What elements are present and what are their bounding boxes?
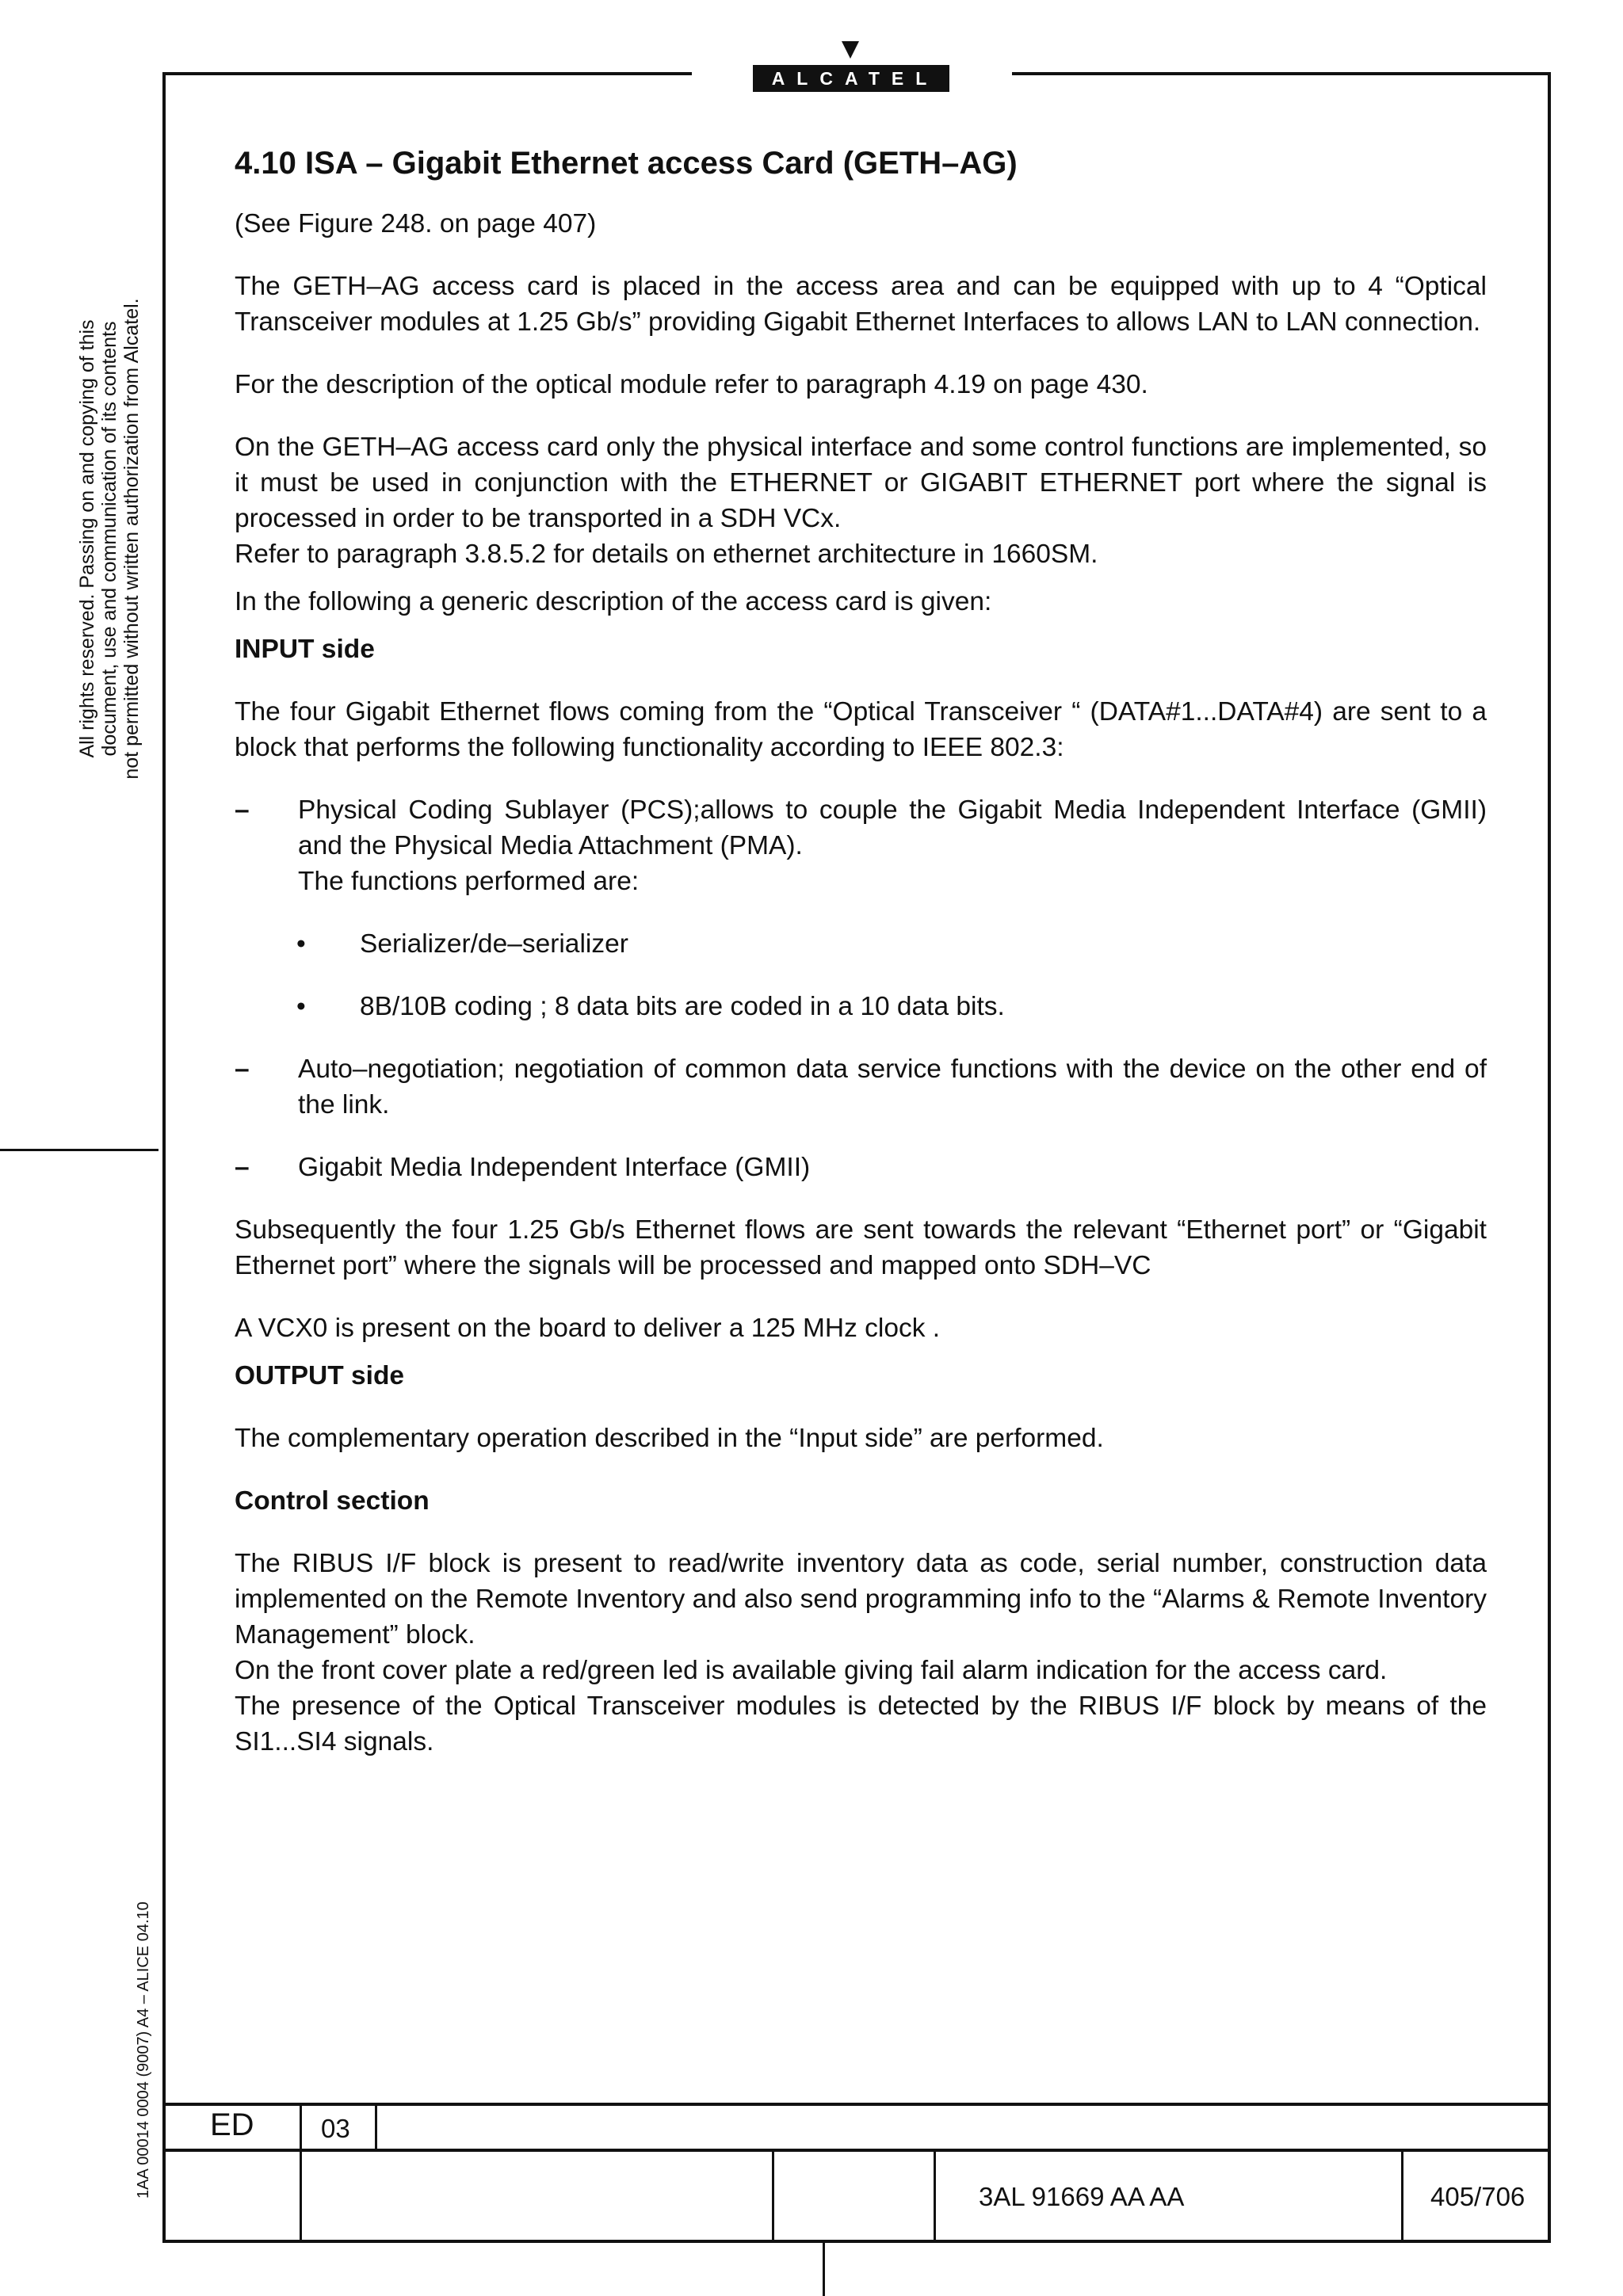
footer-divider: [934, 2149, 936, 2243]
generic-intro: In the following a generic description of the access card is given:: [235, 587, 992, 616]
logo-triangle-icon: [842, 41, 859, 59]
frame-top-right-rule: [1012, 72, 1551, 75]
vcxo-paragraph: A VCX0 is present on the board to deliver a 125 MHz clock .: [235, 1314, 941, 1343]
edition-value: 03: [321, 2114, 350, 2143]
form-code: 1AA 00014 0004 (9007) A4 – ALICE 04.10: [135, 1901, 152, 2199]
side-fold-mark: [0, 1149, 158, 1151]
copyright-line-2: document, use and communication of its contents: [98, 321, 120, 757]
document-code: 3AL 91669 AA AA: [979, 2182, 1185, 2211]
list-item-8b10b: [235, 989, 1487, 1024]
footer-divider: [772, 2149, 774, 2243]
autonegotiation-text: Auto–negotiation; negotiation of common data service functions with the device on the other end of the link.: [298, 1055, 1487, 1119]
list-item-autonegotiation: [235, 1051, 1487, 1123]
footer-bottom-rule: [162, 2240, 1551, 2243]
logo-text: ALCATEL: [753, 65, 949, 92]
copyright-notice: [76, 269, 143, 808]
copyright-line-1: All rights reserved. Passing on and copying of this: [76, 319, 98, 758]
frame-right-rule: [1548, 72, 1551, 2243]
architecture-reference: Refer to paragraph 3.8.5.2 for details on ethernet architecture in 1660SM.: [235, 540, 1098, 569]
list-item-serializer: [235, 926, 1487, 962]
frame-top-left-rule: [162, 72, 692, 75]
bullet-text: 8B/10B coding ; 8 data bits are coded in a 10 data bits.: [360, 992, 1005, 1021]
pcs-functions-text: The functions performed are:: [298, 867, 640, 896]
footer-divider: [375, 2103, 377, 2149]
figure-reference: (See Figure 248. on page 407): [235, 209, 597, 238]
input-side-paragraph: The four Gigabit Ethernet flows coming from the “Optical Transceiver “ (DATA#1...DATA#4) are sent to a block that performs the following functionality according to IEEE 802.3:: [235, 697, 1487, 762]
bottom-fold-mark: [823, 2243, 825, 2296]
bullet-text: Serializer/de–serializer: [360, 929, 628, 959]
intro-paragraph: The GETH–AG access card is placed in the access area and can be equipped with up to 4 “Optical Transceiver modules at 1.25 Gb/s” providing Gigabit Ethernet Interfaces to allows LAN to LAN connection.: [235, 272, 1487, 337]
control-paragraph-2: On the front cover plate a red/green led is available giving fail alarm indication for the access card.: [235, 1656, 1388, 1685]
footer-title-block: [162, 2103, 1551, 2243]
footer-divider: [1401, 2149, 1403, 2243]
pcs-text: Physical Coding Sublayer (PCS);allows to couple the Gigabit Media Independent Interface (GMII) and the Physical Media Attachment (PMA).: [298, 795, 1487, 860]
output-side-paragraph: The complementary operation described in the “Input side” are performed.: [235, 1424, 1104, 1453]
footer-top-rule: [162, 2103, 1551, 2106]
bullet-mark: •: [296, 992, 306, 1021]
alcatel-logo: [753, 38, 949, 95]
gmii-text: Gigabit Media Independent Interface (GMII): [298, 1153, 811, 1182]
list-item-gmii: [235, 1150, 1487, 1185]
document-body: [235, 143, 1487, 1787]
dash-mark: –: [235, 795, 250, 825]
bullet-mark: •: [296, 929, 306, 959]
input-side-heading: INPUT side: [235, 635, 375, 664]
subsequently-paragraph: Subsequently the four 1.25 Gb/s Ethernet flows are sent towards the relevant “Ethernet port” or “Gigabit Ethernet port” where the signals will be processed and mapped onto SDH–VC: [235, 1215, 1487, 1280]
control-paragraph-1: The RIBUS I/F block is present to read/write inventory data as code, serial number, construction data implemented on the Remote Inventory and also send programming info to the “Alarms & Remote Inventory Management” block.: [235, 1549, 1487, 1650]
edition-label: ED: [210, 2107, 254, 2142]
page-number: 405/706: [1430, 2182, 1526, 2211]
section-title: 4.10 ISA – Gigabit Ethernet access Card (GETH–AG): [235, 146, 1018, 181]
footer-middle-rule: [162, 2149, 1551, 2152]
copyright-line-3: not permitted without written authorization from Alcatel.: [120, 298, 143, 780]
control-paragraph-3: The presence of the Optical Transceiver modules is detected by the RIBUS I/F block by means of the SI1...SI4 signals.: [235, 1691, 1487, 1756]
optical-module-reference: For the description of the optical module refer to paragraph 4.19 on page 430.: [235, 370, 1148, 399]
frame-left-rule: [162, 72, 166, 2243]
dash-mark: –: [235, 1055, 250, 1084]
control-section-heading: Control section: [235, 1486, 430, 1516]
list-item-pcs: [235, 792, 1487, 899]
output-side-heading: OUTPUT side: [235, 1361, 405, 1390]
physical-interface-paragraph: On the GETH–AG access card only the physical interface and some control functions are implemented, so it must be used in conjunction with the ETHERNET or GIGABIT ETHERNET port where the signal is processed in order to be transported in a SDH VCx.: [235, 433, 1487, 533]
dash-mark: –: [235, 1153, 250, 1182]
footer-divider: [300, 2103, 302, 2243]
